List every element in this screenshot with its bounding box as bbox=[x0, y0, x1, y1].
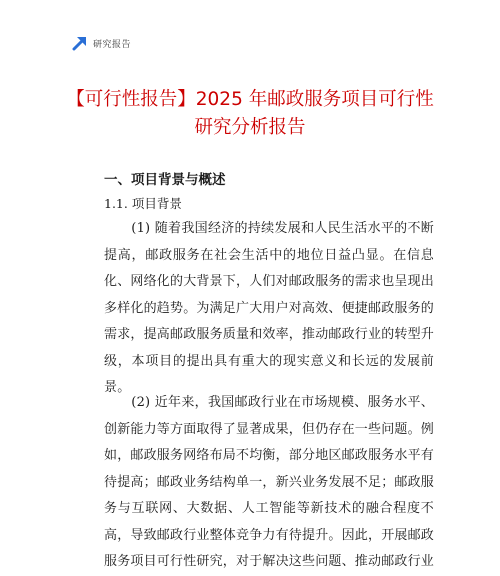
document-title: 【可行性报告】2025 年邮政服务项目可行性研究分析报告 bbox=[66, 89, 434, 138]
header-label: 研究报告 bbox=[93, 39, 132, 50]
body-paragraph-2: (2) 近年来，我国邮政行业在市场规模、服务水平、创新能力等方面取得了显著成果，但仍存在一些问题。例如，邮政服务网络布局不均衡，部分地区邮政服务水平有待提高；邮政业务结构单一，新兴业务发展不足；邮政服务与互联网、大数据、人工智能等新技术的融合程度不高，导致邮政行业整体竞争力有待提升。因此，开展邮政服务项目可行性研究，对于解决这些问题、推动邮政行业 bbox=[104, 395, 435, 569]
report-header bbox=[72, 35, 131, 51]
arrow-up-right-icon bbox=[72, 35, 88, 51]
section-heading: 一、项目背景与概述 bbox=[104, 172, 226, 188]
body-paragraph-1: (1) 随着我国经济的持续发展和人民生活水平的不断提高，邮政服务在社会生活中的地位日益凸显。在信息化、网络化的大背景下，人们对邮政服务的需求也呈现出多样化的趋势。为满足广大用户对高效、便捷邮政服务的需求，提高邮政服务质量和效率，推动邮政行业的转型升级，本项目的提出具有重大的现实意义和长远的发展前景。 bbox=[104, 221, 435, 395]
subsection-heading: 1.1. 项目背景 bbox=[104, 196, 182, 211]
